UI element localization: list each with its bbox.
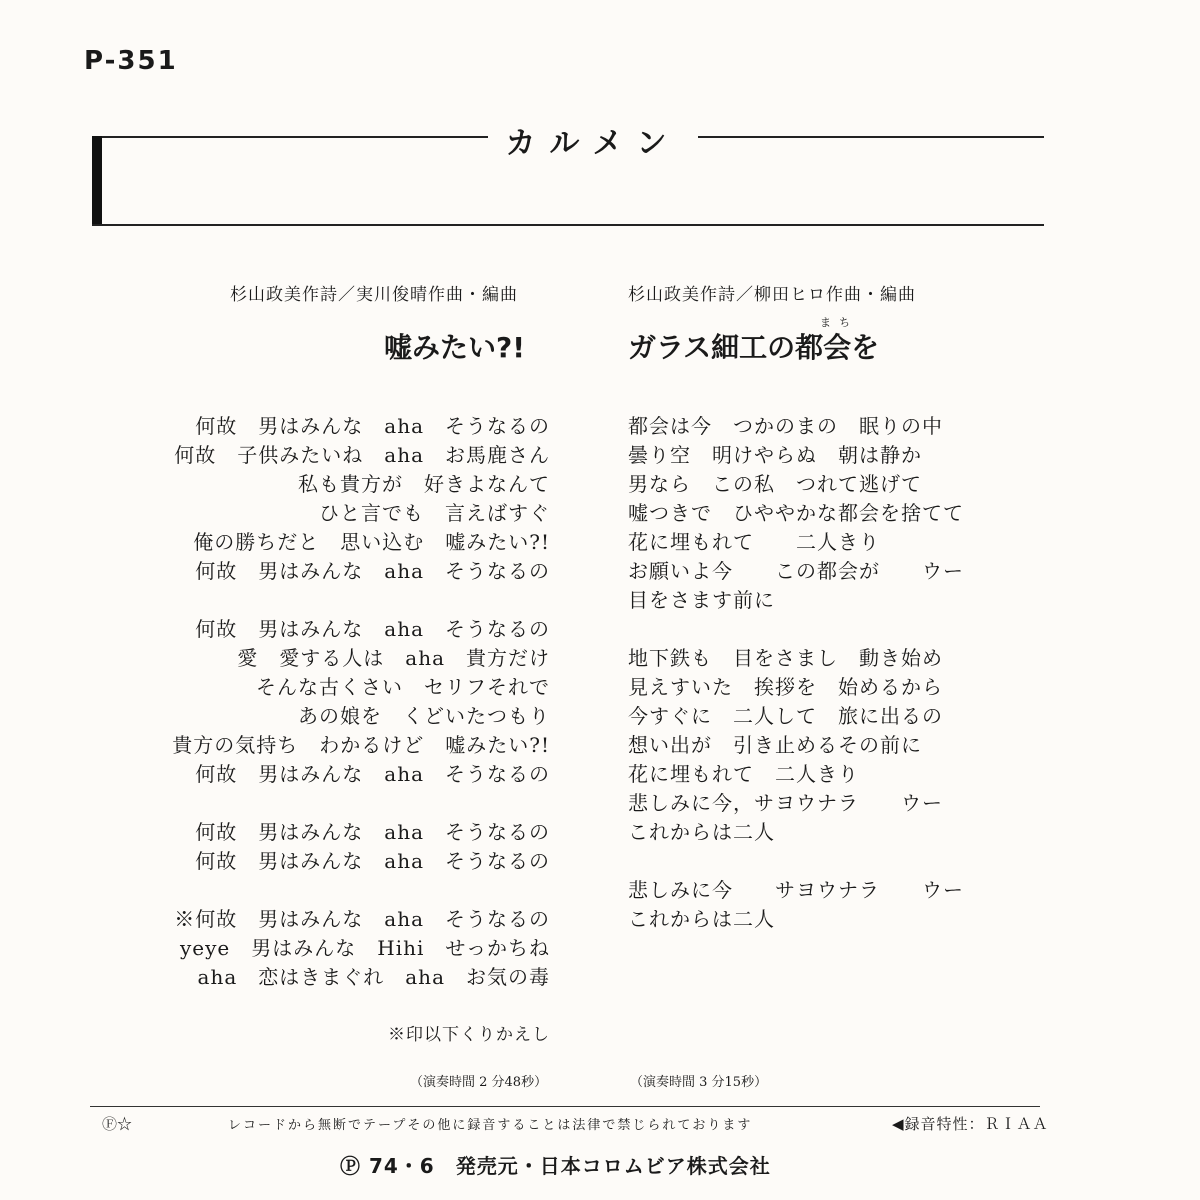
lyric-line: 何故 男はみんな aha そうなるの [195,559,550,583]
lyric-line: aha 恋はきまぐれ aha お気の毒 [197,965,550,989]
lyric-line: ※何故 男はみんな aha そうなるの [174,907,550,931]
right-song-duration: （演奏時間 3 分15秒） [630,1075,768,1090]
recording-characteristic: ◀録音特性：ＲＩＡＡ [892,1115,1049,1133]
lyric-line: 今すぐに 二人して 旅に出るの [628,704,943,728]
lyric-stanza [130,818,550,876]
lyric-line: これからは二人 [628,907,775,931]
left-song-duration: （演奏時間 2 分48秒） [410,1075,548,1090]
lyric-line: あの娘を くどいたつもり [298,704,550,728]
lyric-line: 悲しみに今 サヨウナラ ウー [628,878,964,902]
artist-name: カルメン [488,118,698,162]
lyric-stanza [130,412,550,586]
lyric-stanza [628,644,1068,847]
lyric-line: yeye 男はみんな Hihi せっかちね [180,936,550,960]
lyric-line: 愛 愛する人は aha 貴方だけ [237,646,550,670]
lyric-line: そんな古くさい セリフそれで [256,675,550,699]
lyric-stanza [130,615,550,789]
lyric-line: 目をさます前に [628,588,775,612]
lyric-line: 何故 子供みたいね aha お馬鹿さん [174,443,550,467]
footer-rule [90,1106,1040,1107]
title-ruby: まち [820,316,858,329]
lyric-line: 花に埋もれて 二人きり [628,762,859,786]
right-song-title: ガラス細工の都会を [628,331,880,364]
lyric-stanza [628,876,1068,934]
lyric-line: 都会は今 つかのまの 眠りの中 [628,414,943,438]
lyric-line: これからは二人 [628,820,775,844]
lyric-line: 地下鉄も 目をさまし 動き始め [628,646,943,670]
lyric-line: 何故 男はみんな aha そうなるの [195,414,550,438]
right-song-lyrics [628,412,1068,963]
lyric-line: 想い出が 引き止めるその前に [628,733,922,757]
lyric-line: 何故 男はみんな aha そうなるの [195,849,550,873]
lyric-line: 貴方の気持ち わかるけど 嘘みたい?! [172,733,550,757]
catalog-number: P-351 [84,46,178,76]
lyric-stanza [130,905,550,992]
lyric-line: 嘘つきで ひややかな都会を捨てて [628,501,964,525]
lyric-line: 見えすいた 挨拶を 始めるから [628,675,943,699]
lyric-line: 悲しみに今，サヨウナラ ウー [628,791,943,815]
lyric-line: お願いよ今 この都会が ウー [628,559,964,583]
left-song-credit: 杉山政美作詩／実川俊晴作曲・編曲 [230,285,518,305]
copyright-warning: レコードから無断でテープその他に録音することは法律で禁じられております [228,1118,753,1133]
lyric-line: ひと言でも 言えばすぐ [319,501,550,525]
left-song-title: 嘘みたい?! [384,331,526,364]
left-song-lyrics [130,412,550,1050]
lyric-line: 何故 男はみんな aha そうなるの [195,820,550,844]
repeat-note: ※印以下くりかえし [388,1025,550,1045]
right-song-credit: 杉山政美作詩／柳田ヒロ作曲・編曲 [628,285,916,305]
lyric-line: 何故 男はみんな aha そうなるの [195,617,550,641]
header-box-left-bar [92,136,102,226]
lyric-line: 曇り空 明けやらぬ 朝は静か [628,443,922,467]
lyric-line: 何故 男はみんな aha そうなるの [195,762,550,786]
header-box-bottom-rule [92,224,1044,226]
publisher: Ⓟ 74・6 発売元・日本コロムビア株式会社 [340,1154,771,1178]
lyric-line: 男なら この私 つれて逃げて [628,472,922,496]
footer-symbol: Ⓕ☆ [102,1115,133,1133]
lyric-line: 私も貴方が 好きよなんて [298,472,550,496]
lyric-stanza [628,412,1068,615]
lyric-line: 花に埋もれて 二人きり [628,530,880,554]
lyric-line: 俺の勝ちだと 思い込む 嘘みたい?! [193,530,550,554]
